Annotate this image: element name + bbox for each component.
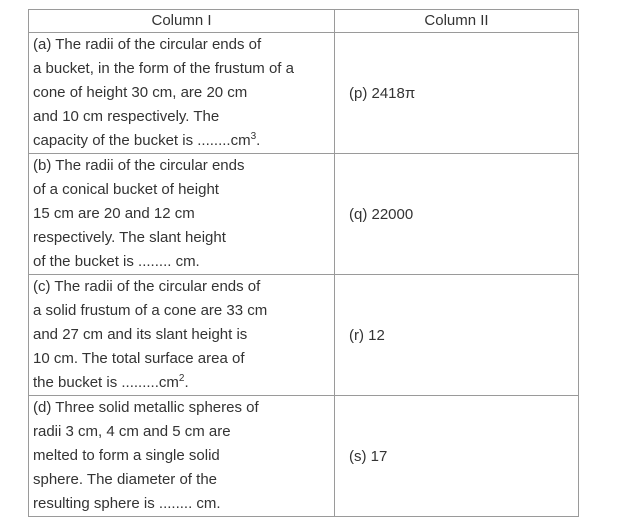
unit-exponent: 3 xyxy=(250,131,257,142)
question-line: a solid frustum of a cone are 33 cm xyxy=(33,302,268,319)
answer-cell-q: (q) 22000 xyxy=(335,154,579,275)
header-row xyxy=(29,10,579,33)
question-last-line xyxy=(33,371,334,395)
question-line: melted to form a single solid xyxy=(33,447,220,464)
match-the-columns-table xyxy=(28,9,579,517)
question-cell-c xyxy=(29,275,335,396)
question-line: (b) The radii of the circular ends xyxy=(33,157,245,174)
question-cell-d xyxy=(29,396,335,517)
question-cell-b xyxy=(29,154,335,275)
question-line: respectively. The slant height xyxy=(33,229,226,246)
question-line: a bucket, in the form of the frustum of a xyxy=(33,60,294,77)
question-line: (d) Three solid metallic spheres of xyxy=(33,399,259,416)
question-line-end: . xyxy=(184,374,189,391)
question-line: (a) The radii of the circular ends of xyxy=(33,36,262,53)
column-ii-header: Column II xyxy=(335,10,579,33)
question-line-text: capacity of the bucket is ........cm xyxy=(33,132,251,149)
table-row xyxy=(29,396,579,517)
question-last-line xyxy=(33,129,334,153)
question-line: cone of height 30 cm, are 20 cm xyxy=(33,84,248,101)
question-line: radii 3 cm, 4 cm and 5 cm are xyxy=(33,423,231,440)
question-line: of the bucket is ........ cm. xyxy=(33,253,200,270)
table-row xyxy=(29,275,579,396)
question-line: and 27 cm and its slant height is xyxy=(33,326,248,343)
table-row xyxy=(29,33,579,154)
question-line-text: the bucket is .........cm xyxy=(33,374,179,391)
question-line-end: . xyxy=(256,132,261,149)
question-line: and 10 cm respectively. The xyxy=(33,108,220,125)
table-row xyxy=(29,154,579,275)
question-line: 15 cm are 20 and 12 cm xyxy=(33,205,195,222)
question-line: (c) The radii of the circular ends of xyxy=(33,278,261,295)
question-line: resulting sphere is ........ cm. xyxy=(33,495,221,512)
answer-cell-p: (p) 2418π xyxy=(335,33,579,154)
question-line: 10 cm. The total surface area of xyxy=(33,350,245,367)
unit-exponent: 2 xyxy=(178,373,185,384)
column-i-header: Column I xyxy=(29,10,335,33)
question-line: of a conical bucket of height xyxy=(33,181,219,198)
question-line: sphere. The diameter of the xyxy=(33,471,217,488)
answer-cell-r: (r) 12 xyxy=(335,275,579,396)
answer-cell-s: (s) 17 xyxy=(335,396,579,517)
question-cell-a xyxy=(29,33,335,154)
